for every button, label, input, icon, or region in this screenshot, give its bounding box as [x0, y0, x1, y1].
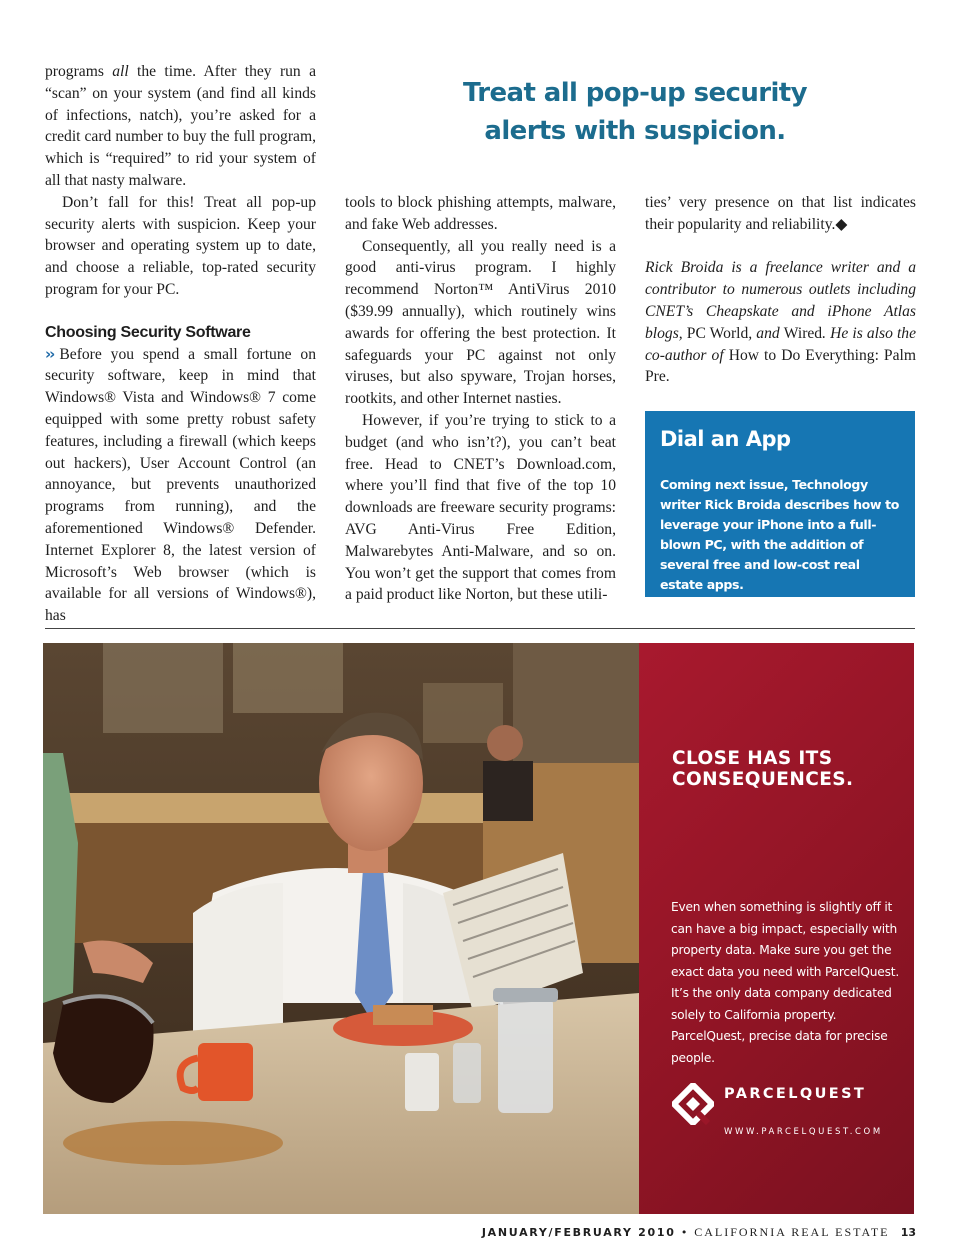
- emphasis: all: [112, 63, 129, 80]
- diner-photo: [43, 643, 639, 1214]
- sidebar-body: Coming next issue, Technology writer Rick Broida describes how to leverage your iPhone into a full-blown PC, with the addition of several free and low-cost real estate apps.: [660, 477, 900, 592]
- ad-copy-panel: [639, 643, 914, 1214]
- advertisement: [43, 643, 914, 1214]
- paragraph: Don’t fall for this! Treat all pop-up security alerts with suspicion. Keep your browser and operating system up to date, and choose a reliable, top-rated security program for your PC.: [45, 193, 316, 298]
- parcelquest-logo-icon: [672, 1083, 714, 1125]
- paragraph: ties’ very presence on that list indicates their popularity and reliability.◆: [645, 194, 916, 233]
- section-heading: Choosing Security Software: [45, 323, 251, 341]
- brand-name: PARCELQUEST: [724, 1086, 867, 1102]
- author-bio: Rick Broida is a freelance writer and a contributor to numerous outlets including CNET’s Cheapskate and iPhone Atlas blogs, PC World, and Wired. He is also the co-author of How to Do Everything: Palm Pre.: [645, 259, 917, 386]
- paragraph: tools to block phishing attempts, malware, and fake Web addresses.: [345, 194, 616, 233]
- page-number: 13: [900, 1226, 916, 1239]
- pull-quote: Treat all pop-up security alerts with suspicion.: [463, 78, 807, 146]
- paragraph: programs all the time. After they run a “scan” on your system (and find all kinds of infections, natch), you’re asked for a credit card number to buy the full program, which is “required” to rid your system of all that nasty malware.: [45, 63, 316, 189]
- paragraph: Consequently, all you really need is a good anti-virus program. I highly recommend Norton™ AntiVirus 2010 ($39.99 annually), which routinely wins awards for offering the best protection. It safeguards your PC against not only viruses, but also spyware, Trojan horses, rootkits, and other Internet nasties.: [345, 237, 616, 408]
- paragraph: ›› Before you spend a small fortune on security software, keep in mind that Windows® Vista and Windows® 7 come equipped with some pretty robust safety features, including a firewall (which keeps out hackers), User Account Control (an annoyance, but prevents unauthorized programs from running), and the aforementioned Windows® Defender. Internet Explorer 8, the latest version of Microsoft’s Web browser (which is available for all versions of Windows®), has: [45, 344, 316, 625]
- article-column-2: [345, 192, 616, 606]
- footer-bullet: •: [680, 1226, 690, 1239]
- chevron-icon: ››: [45, 344, 54, 363]
- ad-headline: CLOSE HAS ITS CONSEQUENCES.: [672, 748, 854, 790]
- ad-body-copy: Even when something is slightly off it can have a big impact, especially with property data. Make sure you get the exact data you need with ParcelQuest. It’s the only data company dedicated solely to California property. ParcelQuest, precise data for precise people.: [671, 900, 899, 1065]
- article-column-1: [45, 61, 316, 627]
- paragraph: However, if you’re trying to stick to a budget (and who isn’t?), you can’t beat free. Head to CNET’s Download.com, where you’ll find that five of the top 10 downloads are freeware security programs: AVG Anti-Virus Free Edition, Malwarebytes Anti-Malware, and so on. You won’t get the support that comes from a paid product like Norton, but these utili-: [345, 411, 616, 604]
- issue-date: JANUARY/FEBRUARY 2010: [481, 1226, 676, 1239]
- article-column-3: [645, 192, 916, 388]
- sidebar-title: Dial an App: [660, 427, 791, 451]
- sidebar-box: [645, 411, 915, 597]
- brand-url: WWW.PARCELQUEST.COM: [724, 1127, 883, 1137]
- divider: [45, 628, 915, 629]
- page-footer: [400, 1225, 916, 1240]
- publication-name: CALIFORNIA REAL ESTATE: [694, 1225, 890, 1239]
